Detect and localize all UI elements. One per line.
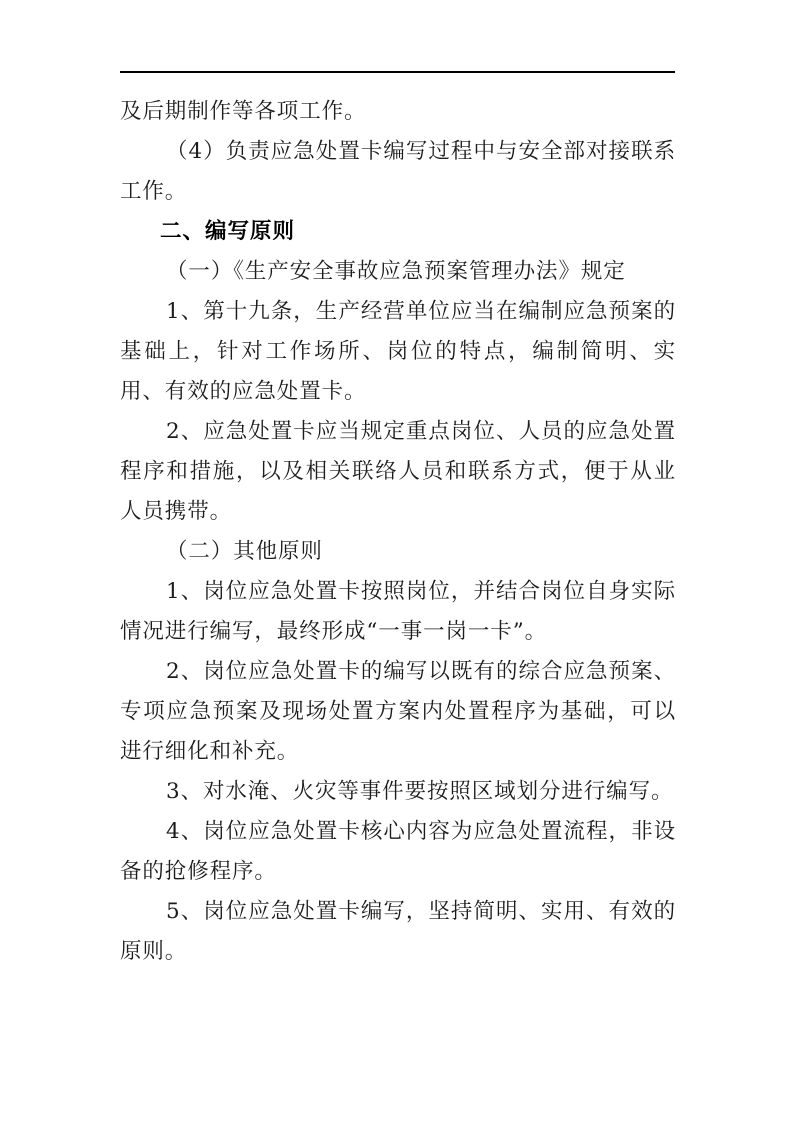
section-heading-editing-principles: 二、编写原则 [160, 219, 296, 244]
paragraph-subsection-two: （二）其他原则 [166, 539, 323, 564]
header-horizontal-rule [120, 71, 675, 73]
paragraph-other-3: 3、对水淹、火灾等事件要按照区域划分进行编写。 [166, 779, 674, 804]
paragraph-rule-1: 1、第十九条，生产经营单位应当在编制应急预案的基础上，针对工作场所、岗位的特点，编制简明、实用、有效的应急处置卡。 [120, 299, 676, 404]
document-body [120, 92, 676, 972]
paragraph-other-2: 2、岗位应急处置卡的编写以既有的综合应急预案、专项应急预案及现场处置方案内处置程序为基础，可以进行细化和补充。 [120, 659, 676, 764]
paragraph-continued: 及后期制作等各项工作。 [120, 99, 367, 124]
paragraph-other-4: 4、岗位应急处置卡核心内容为应急处置流程，非设备的抢修程序。 [120, 819, 676, 884]
paragraph-subsection-one: （一）《生产安全事故应急预案管理办法》规定 [166, 259, 626, 284]
paragraph-other-1: 1、岗位应急处置卡按照岗位，并结合岗位自身实际情况进行编写，最终形成“一事一岗一卡”。 [120, 579, 676, 644]
paragraph-item-4: （4）负责应急处置卡编写过程中与安全部对接联系工作。 [120, 139, 676, 204]
page-header [0, 0, 793, 75]
paragraph-rule-2: 2、应急处置卡应当规定重点岗位、人员的应急处置程序和措施，以及相关联络人员和联系方式，便于从业人员携带。 [120, 419, 676, 524]
paragraph-other-5: 5、岗位应急处置卡编写，坚持简明、实用、有效的原则。 [120, 899, 676, 964]
